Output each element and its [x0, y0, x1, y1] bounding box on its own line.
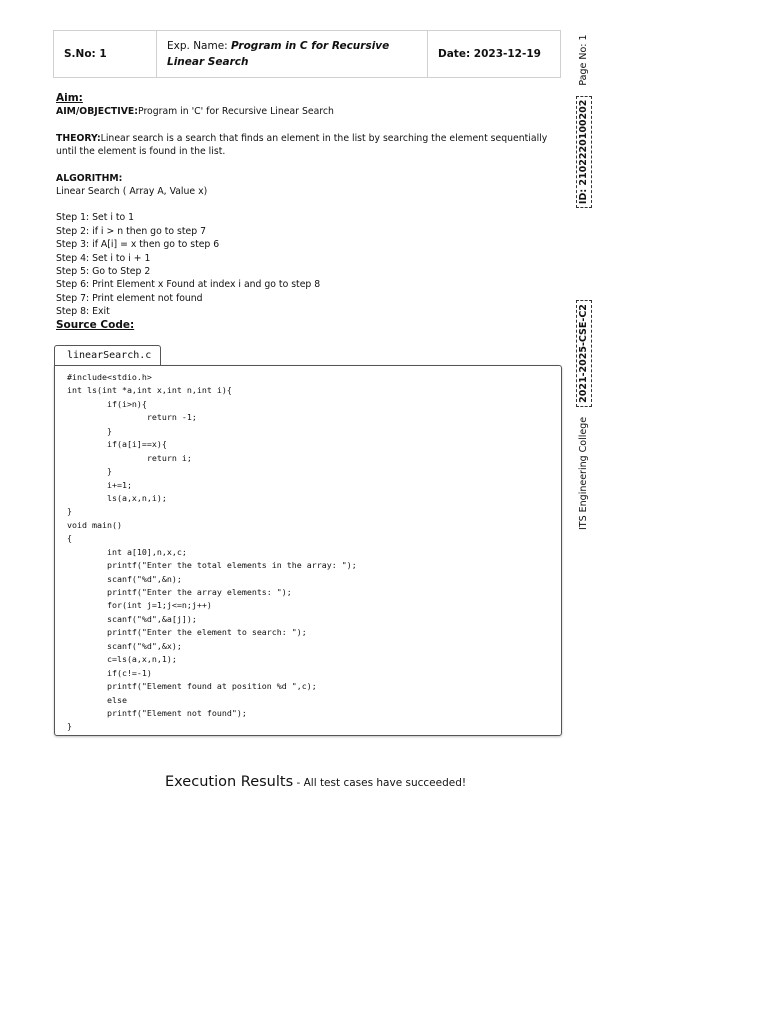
algorithm-step: Step 7: Print element not found [56, 292, 203, 304]
experiment-date: Date: 2023-12-19 [428, 31, 561, 78]
algorithm-step: Step 2: if i > n then go to step 7 [56, 225, 206, 237]
algorithm-step: Step 8: Exit [56, 306, 110, 318]
theory-label: THEORY: [56, 132, 101, 144]
batch-label: 2021-2025-CSE-C2 [576, 300, 592, 407]
algorithm-step: Step 6: Print Element x Found at index i and go to step 8 [56, 279, 321, 291]
source-code-heading: Source Code: [56, 318, 135, 331]
file-tab[interactable]: linearSearch.c [54, 345, 161, 365]
serial-number: S.No: 1 [54, 31, 157, 78]
experiment-name-label: Exp. Name: [167, 40, 232, 52]
objective [56, 105, 561, 118]
algorithm-step: Step 4: Set i to i + 1 [56, 252, 151, 264]
aim-section [56, 92, 561, 332]
execution-title: Execution Results [165, 774, 294, 790]
algorithm-title: Linear Search ( Array A, Value x) [56, 186, 208, 198]
theory [56, 132, 561, 159]
execution-status: - All test cases have succeeded! [293, 777, 467, 789]
algorithm-step: Step 5: Go to Step 2 [56, 266, 151, 278]
page-number: Page No: 1 [578, 34, 589, 86]
algorithm-step: Step 1: Set i to 1 [56, 212, 135, 224]
aim-heading: Aim: [56, 92, 83, 104]
experiment-name [157, 31, 428, 78]
college-name: ITS Engineering College [578, 416, 589, 530]
side-margin-info [576, 34, 592, 530]
algorithm-label: ALGORITHM: [56, 172, 123, 184]
experiment-name-value: Program in C for Recursive Linear Search [167, 40, 390, 68]
execution-results [165, 774, 466, 790]
objective-label: AIM/OBJECTIVE: [56, 106, 138, 118]
theory-text: Linear search is a search that finds an element in the list by searching the element sequentially until the element is found in the list. [56, 132, 548, 158]
experiment-header [53, 30, 561, 78]
code-block [54, 365, 562, 736]
source-code: #include<stdio.h> int ls(int *a,int x,int n,int i){ if(i>n){ return -1; } if(a[i]==x){ return i; } i+=1; ls(a,x,n,i); } void main() { int a[10],n,x,c; printf("Enter the total elements in the array: "); scanf("%d",&n); printf("Enter the array elements: "); for(int j=1;j<=n;j++) scanf("%d",&a[j]); printf("Enter the element to search: "); scanf("%d",&x); c=ls(a,x,n,1); if(c!=-1) printf("Element found at position %d ",c); else printf("Element not found"); } [67, 372, 357, 732]
student-id: ID: 2102220100202 [576, 96, 592, 208]
objective-text: Program in 'C' for Recursive Linear Search [138, 106, 334, 118]
algorithm-step: Step 3: if A[i] = x then go to step 6 [56, 239, 220, 251]
